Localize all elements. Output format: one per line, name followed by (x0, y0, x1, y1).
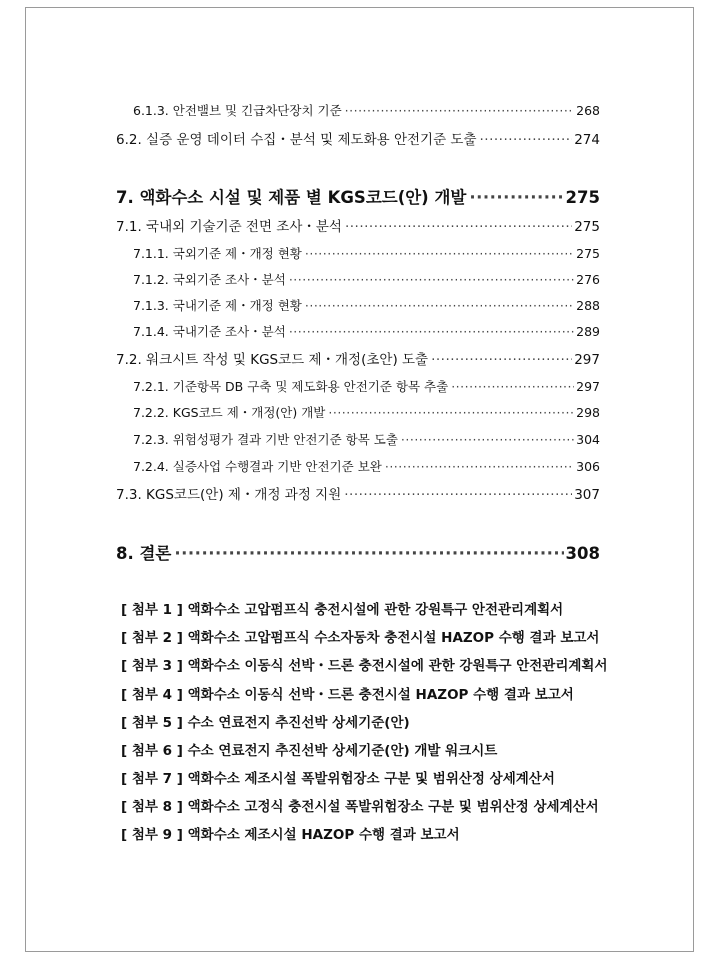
toc-chapter[interactable] (116, 540, 600, 564)
toc-entry-page: 288 (576, 298, 600, 313)
attachment-item[interactable]: [ 첨부 7 ] 액화수소 제조시설 폭발위험장소 구분 및 범위산정 상세계산서 (121, 771, 555, 787)
toc-entry[interactable] (133, 322, 600, 340)
toc-leader-dots (289, 324, 574, 339)
toc-leader-dots (385, 459, 574, 474)
toc-entry-page: 308 (565, 544, 600, 563)
toc-entry-page: 298 (576, 405, 600, 420)
toc-entry-page: 304 (576, 432, 600, 447)
toc-entry-label: 7.2.4. 실증사업 수행결과 기반 안전기준 보완 (133, 459, 382, 474)
toc-entry-page: 306 (576, 459, 600, 474)
toc-leader-dots (344, 487, 572, 503)
toc-entry-label: 7.1.1. 국외기준 제・개정 현황 (133, 246, 302, 261)
attachment-item[interactable]: [ 첨부 4 ] 액화수소 이동식 선박・드론 충전시설 HAZOP 수행 결과 보고서 (121, 687, 574, 703)
toc-entry-label: 6.2. 실증 운영 데이터 수집・분석 및 제도화용 안전기준 도출 (116, 132, 477, 148)
toc-entry-label: 8. 결론 (116, 544, 172, 563)
toc-leader-dots (469, 188, 563, 207)
attachment-item[interactable]: [ 첨부 8 ] 액화수소 고정식 충전시설 폭발위험장소 구분 및 범위산정 상세계산서 (121, 799, 599, 815)
toc-leader-dots (431, 352, 572, 368)
toc-entry-label: 7.1.3. 국내기준 제・개정 현황 (133, 298, 302, 313)
toc-leader-dots (174, 544, 563, 563)
attachment-item[interactable]: [ 첨부 1 ] 액화수소 고압펌프식 충전시설에 관한 강원특구 안전관리계획서 (121, 602, 564, 618)
attachment-item[interactable]: [ 첨부 5 ] 수소 연료전지 추진선박 상세기준(안) (121, 715, 410, 731)
toc-entry-page: 276 (576, 272, 600, 287)
toc-entry[interactable] (116, 128, 600, 148)
toc-entry-page: 289 (576, 324, 600, 339)
toc-leader-dots (305, 246, 574, 261)
toc-entry-page: 297 (576, 379, 600, 394)
toc-entry[interactable] (116, 348, 600, 368)
toc-entry-label: 7.2.2. KGS코드 제・개정(안) 개발 (133, 405, 326, 420)
toc-entry[interactable] (133, 457, 600, 475)
toc-entry-label: 6.1.3. 안전밸브 및 긴급차단장치 기준 (133, 103, 342, 118)
attachment-item[interactable]: [ 첨부 6 ] 수소 연료전지 추진선박 상세기준(안) 개발 워크시트 (121, 743, 498, 759)
toc-leader-dots (345, 103, 574, 118)
toc-entry[interactable] (133, 296, 600, 314)
toc-entry-page: 275 (565, 188, 600, 207)
toc-entry-label: 7.1.2. 국외기준 조사・분석 (133, 272, 286, 287)
toc-entry-label: 7.2. 워크시트 작성 및 KGS코드 제・개정(초안) 도출 (116, 352, 429, 368)
toc-entry-label: 7.2.3. 위험성평가 결과 기반 안전기준 항목 도출 (133, 432, 398, 447)
attachment-item[interactable]: [ 첨부 3 ] 액화수소 이동식 선박・드론 충전시설에 관한 강원특구 안전관리계획서 (121, 658, 608, 674)
toc-entry-page: 297 (574, 352, 600, 368)
toc-leader-dots (401, 432, 574, 447)
toc-entry[interactable] (133, 101, 600, 119)
attachment-item[interactable]: [ 첨부 2 ] 액화수소 고압펌프식 수소자동차 충전시설 HAZOP 수행 결과 보고서 (121, 630, 600, 646)
toc-entry[interactable] (133, 270, 600, 288)
toc-entry-page: 307 (574, 487, 600, 503)
toc-leader-dots (451, 379, 574, 394)
toc-entry-page: 274 (574, 132, 600, 148)
toc-entry-label: 7.1.4. 국내기준 조사・분석 (133, 324, 286, 339)
toc-leader-dots (289, 272, 574, 287)
toc-entry-label: 7.2.1. 기준항목 DB 구축 및 제도화용 안전기준 항목 추출 (133, 379, 449, 394)
attachment-item[interactable]: [ 첨부 9 ] 액화수소 제조시설 HAZOP 수행 결과 보고서 (121, 827, 460, 843)
toc-entry[interactable] (116, 483, 600, 503)
toc-entry-label: 7.3. KGS코드(안) 제・개정 과정 지원 (116, 487, 342, 503)
toc-entry-page: 275 (576, 246, 600, 261)
toc-entry-page: 268 (576, 103, 600, 118)
toc-entry[interactable] (133, 377, 600, 395)
toc-leader-dots (345, 219, 572, 235)
toc-entry[interactable] (133, 430, 600, 448)
toc-leader-dots (480, 132, 573, 148)
toc-entry[interactable] (133, 244, 600, 262)
toc-leader-dots (305, 298, 574, 313)
toc-entry-label: 7.1. 국내외 기술기준 전면 조사・분석 (116, 219, 342, 235)
toc-entry[interactable] (133, 403, 600, 421)
toc-chapter[interactable] (116, 184, 600, 208)
toc-entry-page: 275 (574, 219, 600, 235)
toc-entry-label: 7. 액화수소 시설 및 제품 별 KGS코드(안) 개발 (116, 188, 467, 207)
toc-leader-dots (328, 405, 574, 420)
toc-entry[interactable] (116, 215, 600, 235)
